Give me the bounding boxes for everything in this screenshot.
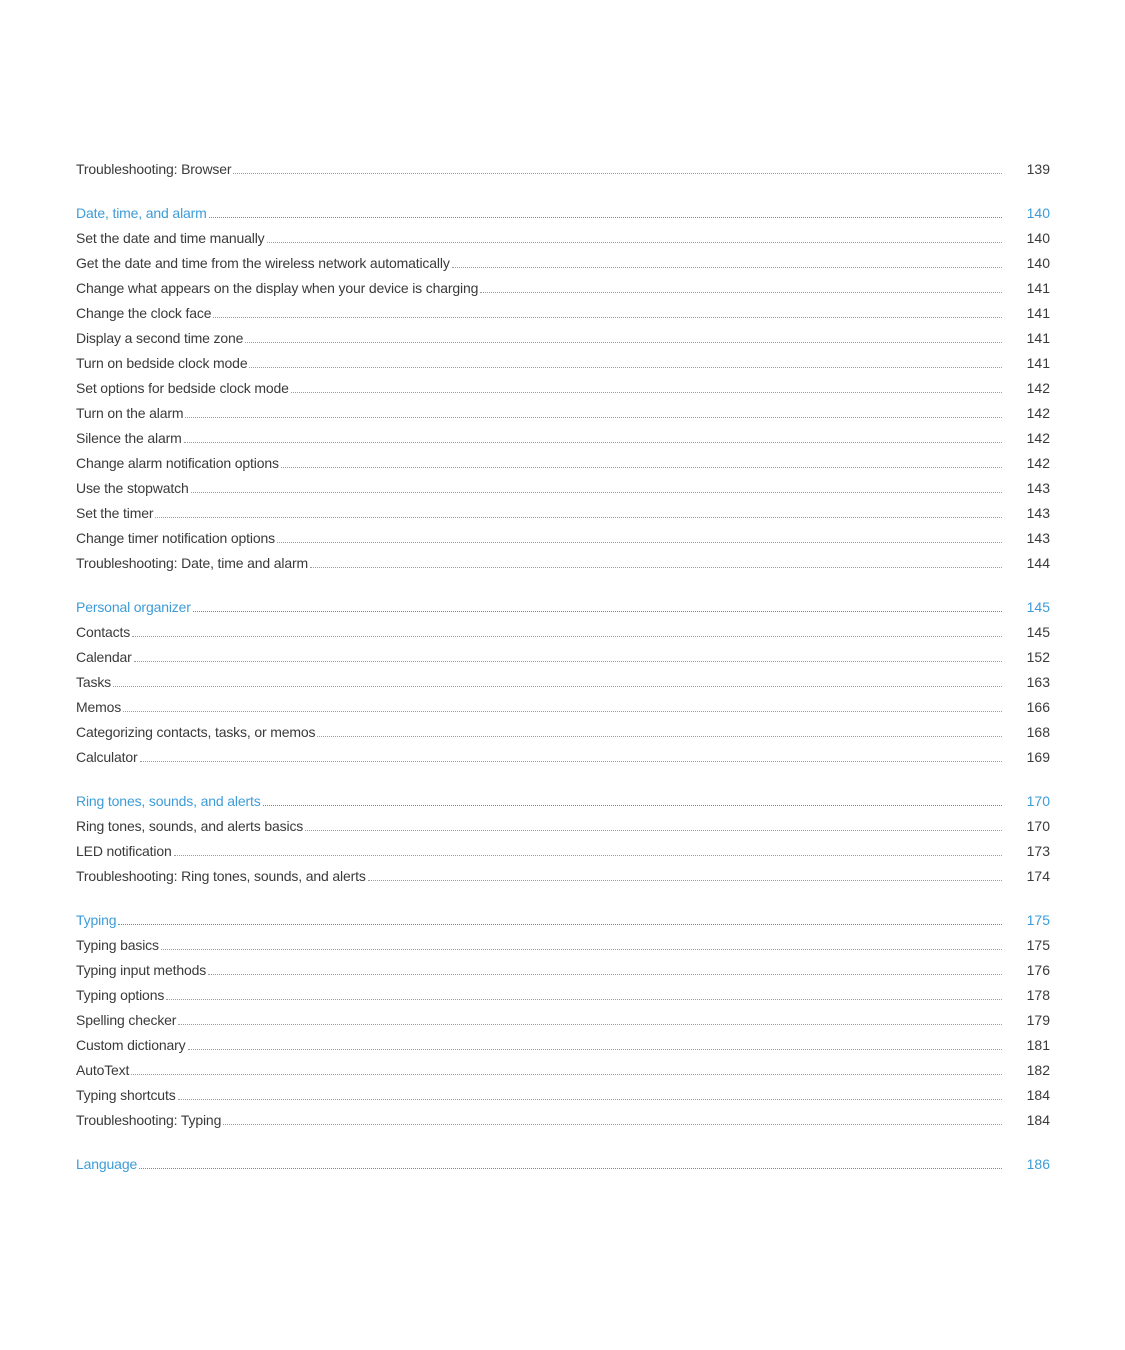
toc-entry-page-number: 179: [1026, 1012, 1050, 1028]
toc-entry[interactable]: [76, 1033, 1050, 1058]
dotted-leader: [277, 539, 1002, 543]
toc-entry[interactable]: [76, 695, 1050, 720]
toc-entry-page-number: 169: [1026, 749, 1050, 765]
toc-entry-label: Memos: [76, 699, 122, 715]
dotted-leader: [245, 339, 1002, 343]
toc-entry[interactable]: [76, 276, 1050, 301]
toc-entry-page-number: 145: [1026, 624, 1050, 640]
toc-section-title: Language: [76, 1156, 138, 1172]
toc-section-title: Date, time, and alarm: [76, 205, 207, 221]
dotted-leader: [118, 921, 1002, 925]
dotted-leader: [185, 414, 1002, 418]
toc-entry-label: Change timer notification options: [76, 530, 275, 546]
toc-entry[interactable]: [76, 645, 1050, 670]
toc-entry-page-number: 168: [1026, 724, 1050, 740]
toc-entry[interactable]: [76, 745, 1050, 770]
toc-entry[interactable]: [76, 1008, 1050, 1033]
toc-entry[interactable]: [76, 301, 1050, 326]
toc-entry[interactable]: [76, 1058, 1050, 1083]
toc-entry[interactable]: [76, 157, 1050, 182]
toc-entry-page-number: 166: [1026, 699, 1050, 715]
dotted-leader: [452, 264, 1002, 268]
toc-entry-page-number: 142: [1026, 405, 1050, 421]
toc-entry-page-number: 181: [1026, 1037, 1050, 1053]
dotted-leader: [291, 389, 1002, 393]
toc-entry-label: Spelling checker: [76, 1012, 177, 1028]
toc-section-page-number: 175: [1026, 912, 1050, 928]
dotted-leader: [132, 633, 1002, 637]
toc-entry[interactable]: [76, 1083, 1050, 1108]
dotted-leader: [161, 946, 1002, 950]
dotted-leader: [368, 877, 1002, 881]
toc-entry[interactable]: [76, 376, 1050, 401]
dotted-leader: [178, 1096, 1002, 1100]
toc-entry[interactable]: [76, 326, 1050, 351]
toc-entry-page-number: 140: [1026, 230, 1050, 246]
dotted-leader: [480, 289, 1002, 293]
dotted-leader: [113, 683, 1002, 687]
toc-entry[interactable]: [76, 526, 1050, 551]
toc-section-heading[interactable]: [76, 1152, 1050, 1177]
dotted-leader: [281, 464, 1002, 468]
toc-entry-page-number: 144: [1026, 555, 1050, 571]
toc-entry[interactable]: [76, 401, 1050, 426]
toc-section-heading[interactable]: [76, 789, 1050, 814]
toc-section-title: Ring tones, sounds, and alerts: [76, 793, 261, 809]
toc-section-page-number: 170: [1026, 793, 1050, 809]
toc-section-title: Typing: [76, 912, 117, 928]
toc-entry[interactable]: [76, 814, 1050, 839]
toc-entry-page-number: 163: [1026, 674, 1050, 690]
dotted-leader: [131, 1071, 1002, 1075]
toc-list: [76, 157, 1050, 1177]
toc-entry-label: Troubleshooting: Browser: [76, 161, 232, 177]
toc-entry-page-number: 140: [1026, 255, 1050, 271]
toc-entry-page-number: 174: [1026, 868, 1050, 884]
toc-entry[interactable]: [76, 670, 1050, 695]
toc-entry-label: Silence the alarm: [76, 430, 182, 446]
toc-entry-label: Typing basics: [76, 937, 159, 953]
toc-entry-page-number: 173: [1026, 843, 1050, 859]
toc-section-heading[interactable]: [76, 201, 1050, 226]
toc-entry-page-number: 175: [1026, 937, 1050, 953]
toc-section-page-number: 145: [1026, 599, 1050, 615]
toc-entry[interactable]: [76, 720, 1050, 745]
toc-entry-page-number: 143: [1026, 530, 1050, 546]
toc-entry-label: Turn on bedside clock mode: [76, 355, 248, 371]
toc-section-page-number: 140: [1026, 205, 1050, 221]
dotted-leader: [193, 608, 1002, 612]
toc-entry-label: Typing options: [76, 987, 165, 1003]
toc-entry[interactable]: [76, 620, 1050, 645]
dotted-leader: [208, 971, 1002, 975]
toc-entry-label: Change alarm notification options: [76, 455, 279, 471]
toc-entry-label: Calendar: [76, 649, 132, 665]
toc-entry[interactable]: [76, 958, 1050, 983]
toc-entry-label: Get the date and time from the wireless network automatically: [76, 255, 450, 271]
dotted-leader: [191, 489, 1002, 493]
toc-entry-label: AutoText: [76, 1062, 130, 1078]
dotted-leader: [310, 564, 1002, 568]
toc-entry[interactable]: [76, 1108, 1050, 1133]
dotted-leader: [174, 852, 1002, 856]
toc-entry-page-number: 152: [1026, 649, 1050, 665]
toc-entry-label: LED notification: [76, 843, 172, 859]
toc-entry-label: Set the date and time manually: [76, 230, 265, 246]
toc-entry-page-number: 141: [1026, 280, 1050, 296]
toc-section-heading[interactable]: [76, 595, 1050, 620]
toc-entry-label: Display a second time zone: [76, 330, 244, 346]
toc-entry-label: Change the clock face: [76, 305, 212, 321]
toc-entry-page-number: 184: [1026, 1112, 1050, 1128]
toc-entry-page-number: 141: [1026, 330, 1050, 346]
toc-entry[interactable]: [76, 476, 1050, 501]
toc-entry-label: Set options for bedside clock mode: [76, 380, 289, 396]
toc-section-title: Personal organizer: [76, 599, 191, 615]
toc-entry-label: Change what appears on the display when your device is charging: [76, 280, 479, 296]
toc-entry-page-number: 143: [1026, 505, 1050, 521]
toc-entry-label: Calculator: [76, 749, 138, 765]
toc-entry-page-number: 143: [1026, 480, 1050, 496]
toc-entry[interactable]: [76, 451, 1050, 476]
dotted-leader: [184, 439, 1002, 443]
dotted-leader: [213, 314, 1002, 318]
toc-entry-label: Troubleshooting: Ring tones, sounds, and alerts: [76, 868, 366, 884]
dotted-leader: [223, 1121, 1002, 1125]
toc-entry-page-number: 141: [1026, 305, 1050, 321]
toc-entry-page-number: 184: [1026, 1087, 1050, 1103]
toc-entry-label: Contacts: [76, 624, 131, 640]
toc-entry[interactable]: [76, 933, 1050, 958]
toc-entry-page-number: 141: [1026, 355, 1050, 371]
dotted-leader: [134, 658, 1002, 662]
dotted-leader: [267, 239, 1002, 243]
toc-entry-label: Set the timer: [76, 505, 154, 521]
dotted-leader: [233, 170, 1002, 174]
dotted-leader: [123, 708, 1002, 712]
dotted-leader: [263, 802, 1002, 806]
toc-entry-page-number: 139: [1026, 161, 1050, 177]
toc-entry[interactable]: [76, 501, 1050, 526]
toc-entry[interactable]: [76, 426, 1050, 451]
toc-entry-label: Troubleshooting: Date, time and alarm: [76, 555, 309, 571]
dotted-leader: [155, 514, 1002, 518]
dotted-leader: [305, 827, 1002, 831]
toc-entry[interactable]: [76, 983, 1050, 1008]
dotted-leader: [140, 758, 1002, 762]
toc-entry-page-number: 182: [1026, 1062, 1050, 1078]
toc-entry[interactable]: [76, 551, 1050, 576]
toc-entry[interactable]: [76, 251, 1050, 276]
toc-entry-page-number: 176: [1026, 962, 1050, 978]
dotted-leader: [139, 1165, 1002, 1169]
dotted-leader: [188, 1046, 1003, 1050]
dotted-leader: [166, 996, 1002, 1000]
dotted-leader: [209, 214, 1002, 218]
toc-section-page-number: 186: [1026, 1156, 1050, 1172]
toc-entry-page-number: 142: [1026, 455, 1050, 471]
toc-entry-page-number: 142: [1026, 430, 1050, 446]
dotted-leader: [317, 733, 1002, 737]
toc-entry[interactable]: [76, 839, 1050, 864]
toc-entry[interactable]: [76, 864, 1050, 889]
toc-section-heading[interactable]: [76, 908, 1050, 933]
toc-entry-page-number: 170: [1026, 818, 1050, 834]
toc-entry-label: Custom dictionary: [76, 1037, 186, 1053]
dotted-leader: [178, 1021, 1002, 1025]
toc-entry[interactable]: [76, 226, 1050, 251]
toc-entry-label: Turn on the alarm: [76, 405, 184, 421]
toc-entry-label: Ring tones, sounds, and alerts basics: [76, 818, 304, 834]
toc-entry-page-number: 142: [1026, 380, 1050, 396]
dotted-leader: [249, 364, 1002, 368]
toc-entry-label: Troubleshooting: Typing: [76, 1112, 222, 1128]
toc-entry-label: Tasks: [76, 674, 112, 690]
toc-entry-label: Typing shortcuts: [76, 1087, 176, 1103]
toc-entry[interactable]: [76, 351, 1050, 376]
toc-entry-label: Use the stopwatch: [76, 480, 189, 496]
toc-entry-label: Typing input methods: [76, 962, 207, 978]
toc-entry-label: Categorizing contacts, tasks, or memos: [76, 724, 316, 740]
toc-entry-page-number: 178: [1026, 987, 1050, 1003]
